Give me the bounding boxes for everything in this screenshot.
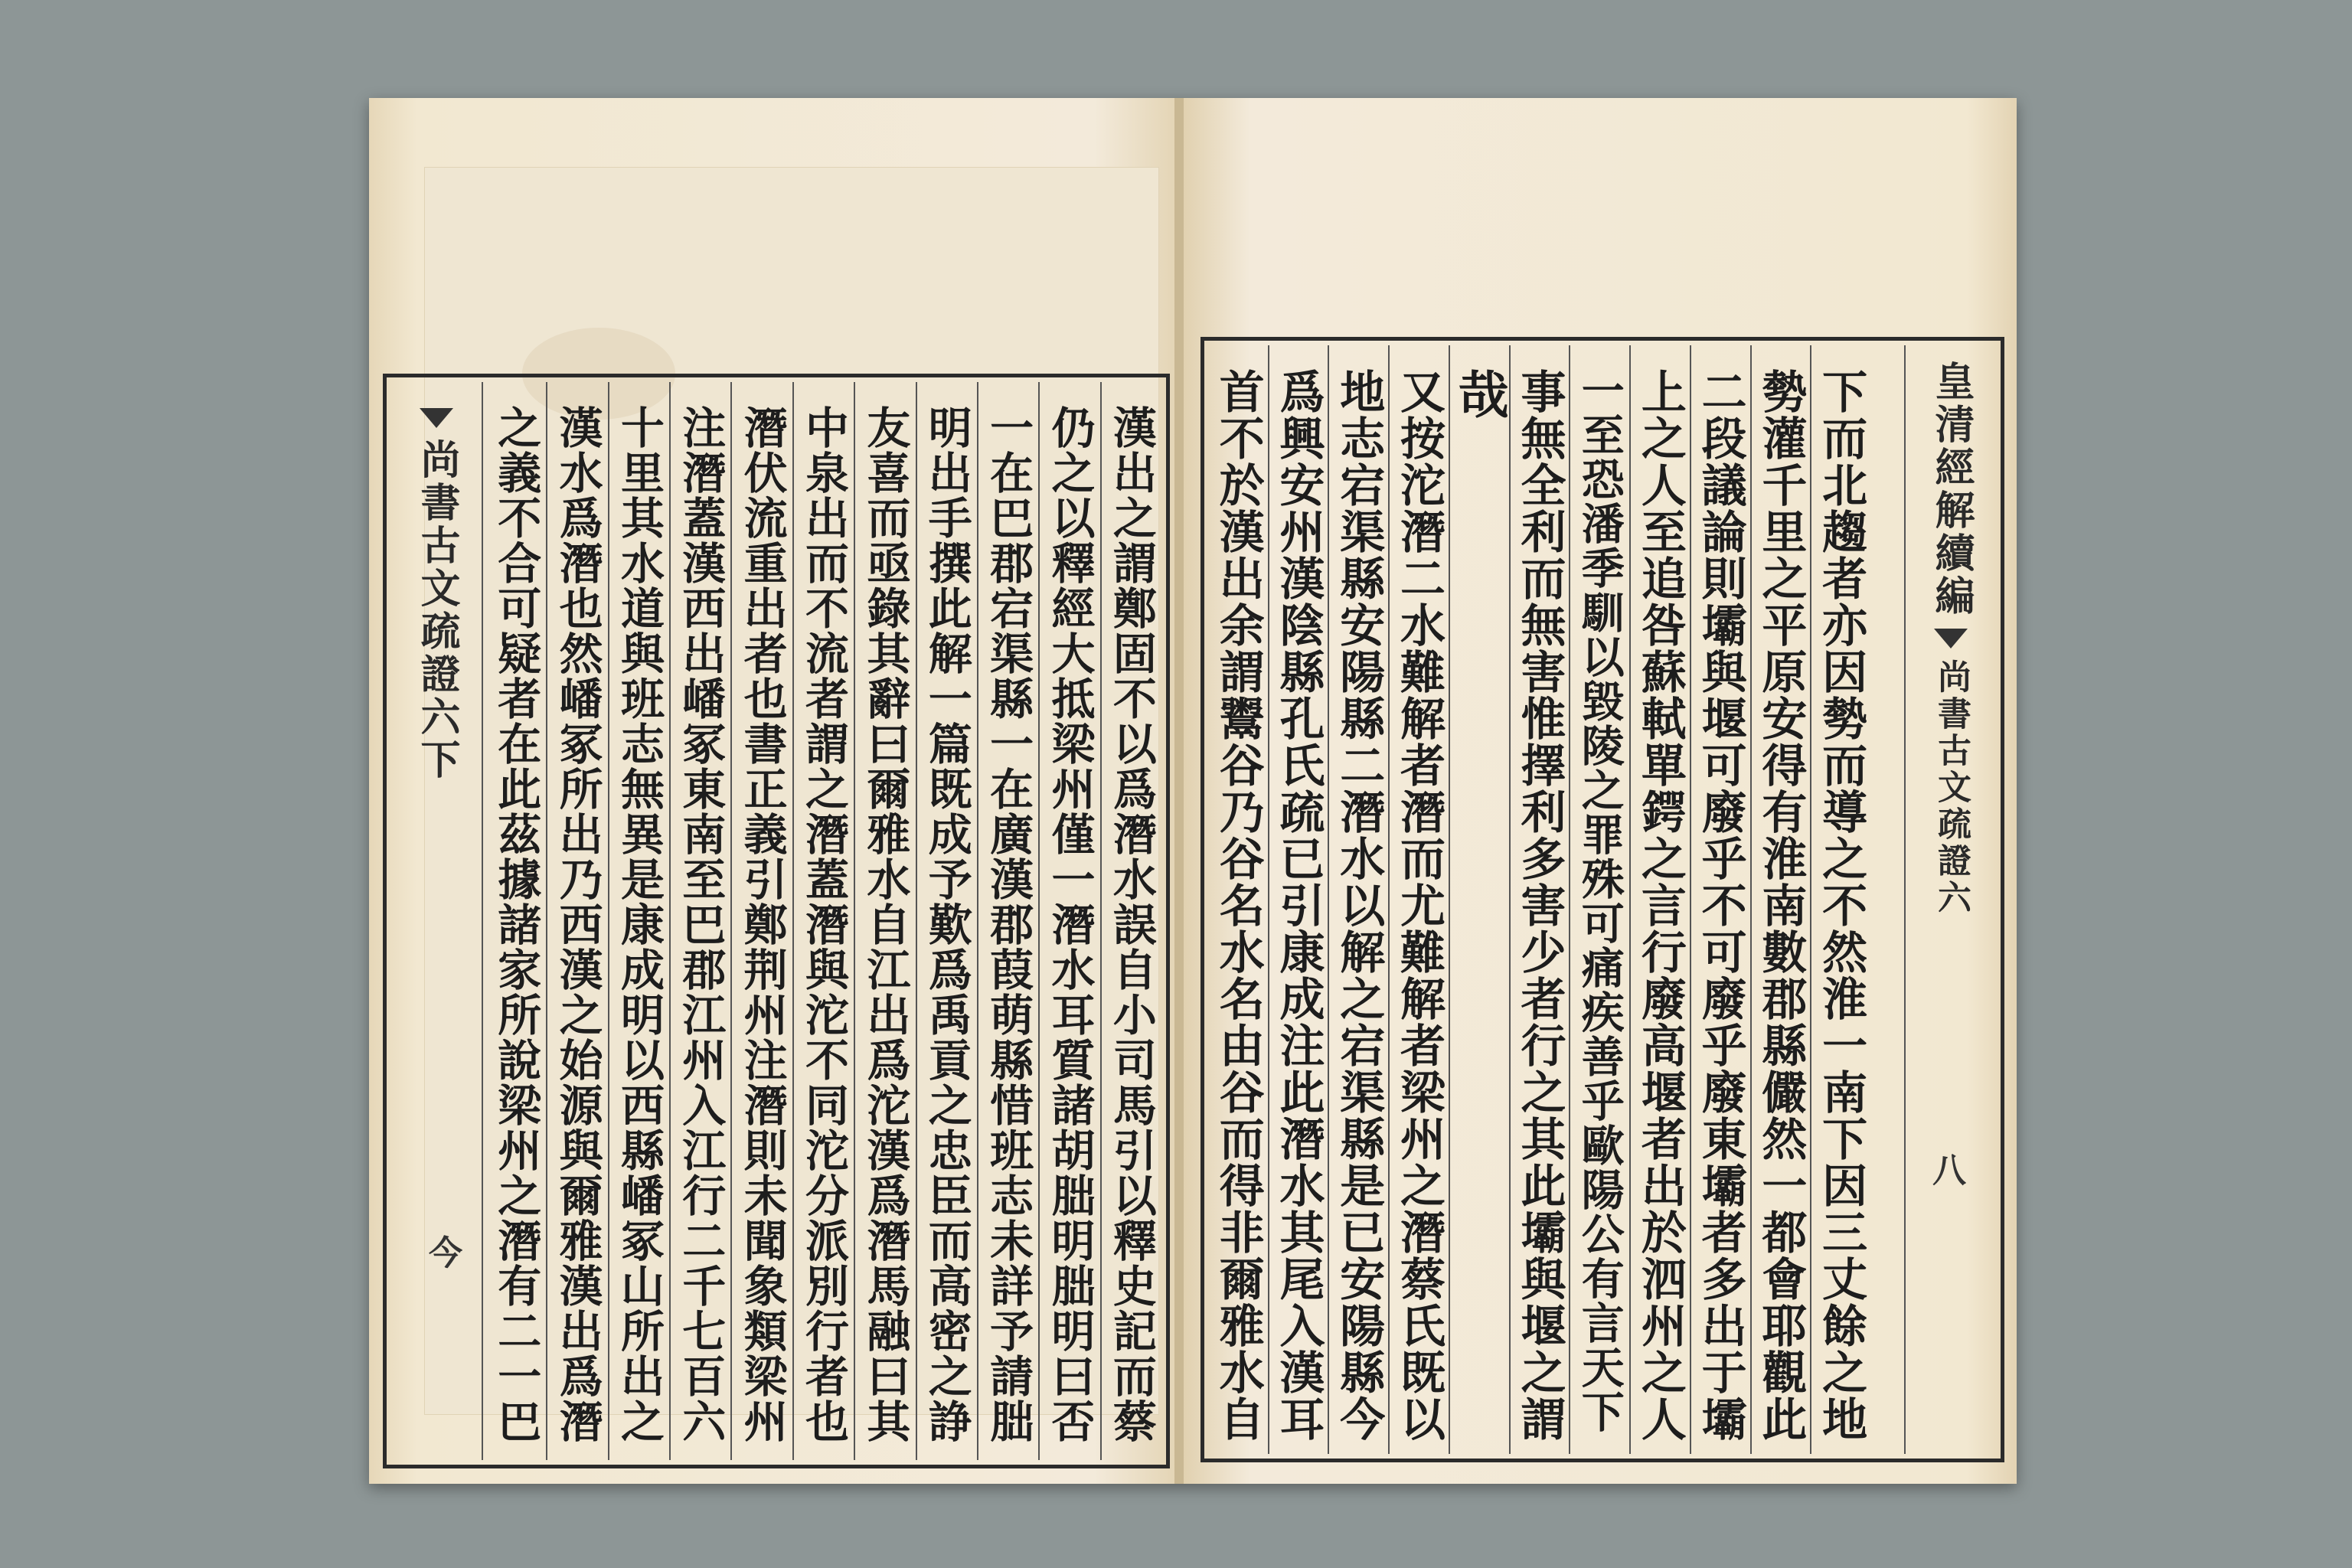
- right-text-column-text: 地志宕渠縣安陽縣二潛水以解之宕渠縣是已安陽縣今: [1332, 368, 1386, 1442]
- left-text-column-text: 仍之以釋經大抵梁州僅一潛水耳質諸胡朏明朏明曰否: [1044, 405, 1096, 1444]
- fold-mark-icon: [420, 408, 453, 428]
- left-text-column: [669, 382, 730, 1460]
- left-text-column: [1038, 382, 1099, 1460]
- right-text-column: [1449, 345, 1509, 1454]
- right-spine-column: [1904, 345, 1996, 1454]
- right-text-column: [1268, 345, 1328, 1454]
- right-text-column: [1750, 345, 1811, 1454]
- left-text-column: [546, 382, 607, 1460]
- left-text-column: [1100, 382, 1161, 1460]
- right-text-column: [1209, 345, 1268, 1454]
- left-text-column: [792, 382, 854, 1460]
- right-text-column-text: 二段議論則壩與堰可廢乎不可廢乎廢東壩者多出于壩: [1694, 368, 1747, 1442]
- left-page: [369, 98, 1174, 1484]
- right-text-column-text: 哉: [1449, 368, 1510, 420]
- left-text-column-text: 潛伏流重出者也書正義引鄭荆州注潛則未聞象類梁州: [737, 405, 789, 1444]
- right-text-column-text: 首不於漢出余謂鬻谷乃谷名水名由谷而得非爾雅水自: [1211, 368, 1265, 1442]
- left-text-column-text: 漢出之謂鄭固不以爲潛水誤自小司馬引以釋史記而蔡: [1106, 405, 1158, 1444]
- left-text-column-text: 中泉出而不流者謂之潛蓋潛與沱不同沱分派別行者也: [798, 405, 850, 1444]
- right-spine-title: 皇清經解續編: [1928, 361, 1975, 618]
- right-text-column-text: 勢灌千里之平原安得有淮南數郡縣儼然一都會耶觀此: [1754, 368, 1808, 1442]
- right-text-column: [1810, 345, 1870, 1454]
- left-text-frame: [383, 374, 1170, 1468]
- right-text-column: [1509, 345, 1570, 1454]
- left-text-column: [977, 382, 1038, 1460]
- left-text-column: [486, 382, 546, 1460]
- right-text-column: [1388, 345, 1449, 1454]
- right-text-column-text: 又按沱潛二水難解者潛而尤難解者梁州之潛蔡氏既以: [1392, 368, 1446, 1442]
- left-page-number: 今: [423, 1235, 462, 1269]
- open-book: [369, 98, 2017, 1484]
- left-text-column-text: 明出手撰此解一篇既成予歎爲禹貢之忠臣而高密之諍: [921, 405, 973, 1444]
- right-text-column: [1629, 345, 1690, 1454]
- right-text-column-text: 一至恐潘季馴以毀陵之罪殊可痛疾善乎歐陽公有言天下: [1574, 368, 1625, 1434]
- left-text-column-text: 友喜而亟錄其辭曰爾雅水自江出爲沱漢爲潛馬融曰其: [859, 405, 911, 1444]
- left-text-column: [608, 382, 669, 1460]
- left-spine-title: 尚書古文疏證六下: [413, 439, 460, 782]
- right-text-column: [1569, 345, 1629, 1454]
- left-text-column-text: 漢水爲潛也然嶓冢所出乃西漢之始源與爾雅漢出爲潛: [552, 405, 604, 1444]
- left-text-column-text: 一在巴郡宕渠縣一在廣漢郡葭萌縣惜班志未詳予請朏: [982, 405, 1034, 1444]
- right-page: [1184, 98, 2017, 1484]
- right-text-column-text: 上之人至追咎蘇軾單鍔之言行廢高堰者出於泗州之人: [1633, 368, 1687, 1442]
- right-text-columns: [1209, 345, 1870, 1454]
- left-spine-column: [391, 382, 483, 1460]
- right-text-column: [1328, 345, 1388, 1454]
- book-gutter: [1174, 98, 1184, 1484]
- right-text-column-text: 下而北趨者亦因勢而導之不然淮一南下因三丈餘之地: [1815, 368, 1868, 1442]
- right-text-frame: [1200, 337, 2004, 1462]
- right-page-number: 八: [1926, 1152, 1965, 1186]
- left-text-column-text: 十里其水道與班志無異是康成明以西縣嶓冢山所出之: [613, 405, 665, 1444]
- right-spine-subtitle: 尚書古文疏證六: [1932, 659, 1971, 916]
- left-text-column-text: 之義不合可疑者在此茲據諸家所說梁州之潛有二一巴: [490, 405, 542, 1444]
- left-text-columns: [486, 382, 1161, 1460]
- right-text-column: [1690, 345, 1750, 1454]
- right-text-column-text: 事無全利而無害惟擇利多害少者行之其此壩與堰之謂: [1513, 368, 1566, 1442]
- left-text-column: [916, 382, 977, 1460]
- right-text-column-text: 爲興安州漢陰縣孔氏疏已引康成注此潛水其尾入漢耳: [1272, 368, 1325, 1442]
- left-text-column-text: 注潛蓋漢西出嶓冢東南至巴郡江州入江行二千七百六: [675, 405, 727, 1444]
- left-text-column: [730, 382, 792, 1460]
- fold-mark-icon: [1934, 629, 1968, 648]
- left-text-column: [854, 382, 915, 1460]
